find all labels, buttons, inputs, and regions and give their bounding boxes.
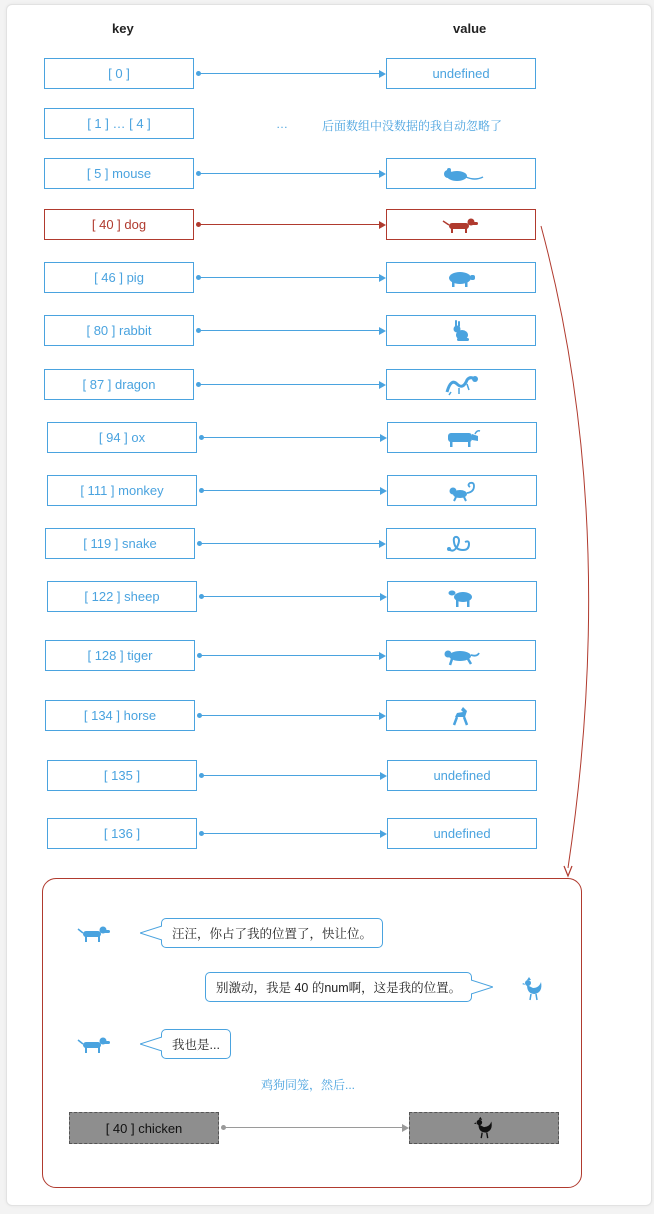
dog-icon xyxy=(77,923,113,945)
value-box-135: undefined xyxy=(387,760,537,791)
bubble-text: 我也是... xyxy=(172,1038,220,1052)
collision-value-box xyxy=(409,1112,559,1144)
bubble-text: 别激动，我是 40 的num啊，这是我的位置。 xyxy=(216,981,462,995)
value-column-header: value xyxy=(453,21,487,36)
key-box-rabbit: [ 80 ] rabbit xyxy=(44,315,194,346)
dog-icon xyxy=(77,1034,113,1056)
key-box-0: [ 0 ] xyxy=(44,58,194,89)
collision-scene xyxy=(42,878,582,1188)
key-box-ox: [ 94 ] ox xyxy=(47,422,197,453)
key-box-pig: [ 46 ] pig xyxy=(44,262,194,293)
key-box-mouse: [ 5 ] mouse xyxy=(44,158,194,189)
rooster-icon xyxy=(471,1116,497,1140)
bubble-text: 汪汪，你占了我的位置了，快让位。 xyxy=(172,927,373,941)
rooster-icon xyxy=(519,976,547,1002)
key-box-horse: [ 134 ] horse xyxy=(45,700,195,731)
bubble-tail xyxy=(140,925,162,941)
skip-note: 后面数组中没数据的我自动忽略了 xyxy=(322,119,503,133)
key-column-header: key xyxy=(112,21,134,36)
key-box-136: [ 136 ] xyxy=(47,818,197,849)
skip-ellipsis: … xyxy=(276,117,288,131)
key-box-135: [ 135 ] xyxy=(47,760,197,791)
value-box-136: undefined xyxy=(387,818,537,849)
speech-bubble-rooster xyxy=(205,972,472,1002)
scene-caption: 鸡狗同笼，然后... xyxy=(261,1078,356,1092)
collision-key-box: [ 40 ] chicken xyxy=(69,1112,219,1144)
speech-bubble-dog-1 xyxy=(161,918,383,948)
key-box-monkey: [ 111 ] monkey xyxy=(47,475,197,506)
speech-bubble-dog-2 xyxy=(161,1029,231,1059)
bubble-tail xyxy=(140,1036,162,1052)
key-box-dragon: [ 87 ] dragon xyxy=(44,369,194,400)
key-box-tiger: [ 128 ] tiger xyxy=(45,640,195,671)
value-box-0: undefined xyxy=(386,58,536,89)
key-box-dog: [ 40 ] dog xyxy=(44,209,194,240)
bubble-tail xyxy=(471,979,493,995)
key-box-1-4: [ 1 ] … [ 4 ] xyxy=(44,108,194,139)
key-box-sheep: [ 122 ] sheep xyxy=(47,581,197,612)
collision-arrow xyxy=(221,1124,409,1132)
key-box-snake: [ 119 ] snake xyxy=(45,528,195,559)
